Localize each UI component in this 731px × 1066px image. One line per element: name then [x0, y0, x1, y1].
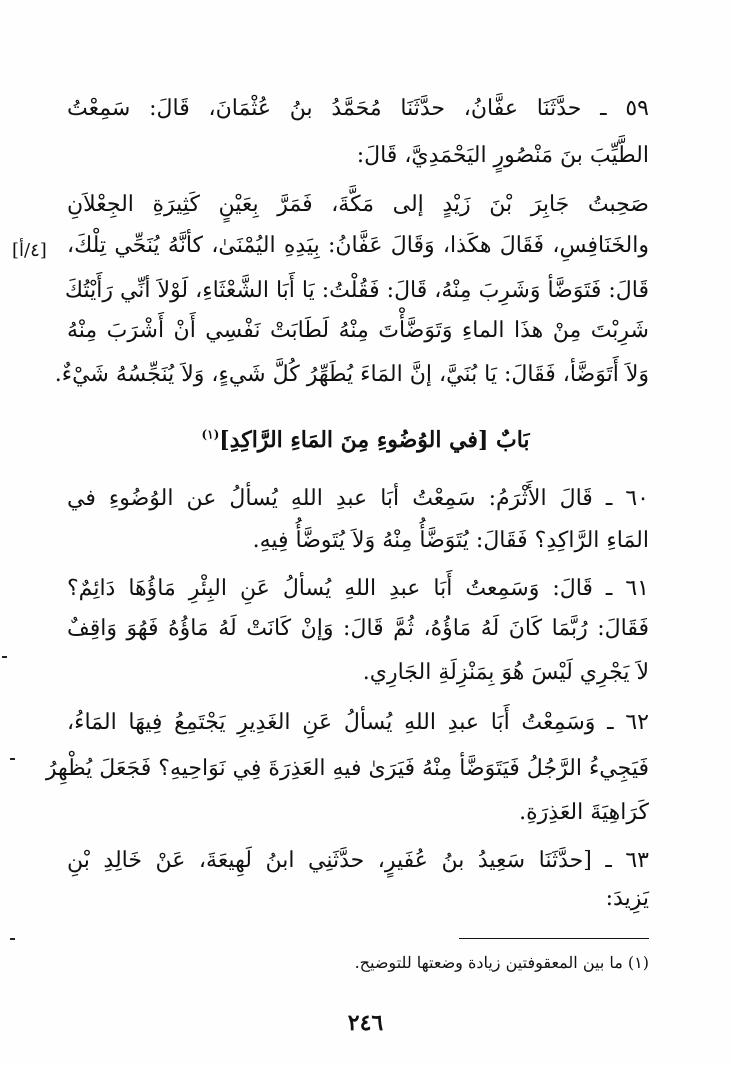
hadith-59-line-2: الطَّيِّبَ بنَ مَنْصُورٍ اليَحْمَدِيَّ، قَالَ: [356, 143, 649, 168]
chapter-heading [0, 427, 731, 453]
hadith-59-line-3: صَحِبتُ جَابِرَ بْنَ زَيْدٍ إلى مَكَّةَ، فَمَرَّ بِعَيْنٍ كَثِيرَةِ الجِعْلاَنِ [67, 192, 649, 217]
scan-mark [10, 758, 15, 760]
hadith-59-line-7: وَلاَ أَتَوَضَّأ، فَقَالَ: يَا بُنَيَّ، إنَّ المَاءَ يُطَهِّرُ كُلَّ شَيءٍ، وَلاَ يُنَجِّسُهُ شَيْءٌ. [54, 362, 649, 387]
hadith-60-line-2: المَاءِ الرَّاكِدِ؟ فَقَالَ: يُتَوَضَّأُ مِنْهُ وَلاَ يُتَوضَّأُ فِيهِ. [252, 528, 649, 553]
hadith-62-line-3: كَرَاهِيَةَ العَذِرَةِ. [519, 800, 649, 825]
hadith-61-line-3: لاَ يَجْرِي لَيْسَ هُوَ بِمَنْزِلَةِ الجَارِي. [362, 660, 649, 685]
hadith-59-line-6: شَرِبْتَ مِنْ هذَا الماءِ وَتَوَضَّأْتَ مِنْهُ لَطَابَتْ نَفْسِي أَنْ أَشْرَبَ مِنْهُ [67, 318, 649, 343]
hadith-63-line-2: يَزِيدَ: [605, 886, 649, 911]
scan-mark [10, 938, 15, 940]
hadith-62-line-2: فَيَجِيءُ الرَّجُلُ فَيَتَوَضَّأ مِنْهُ فَيَرَىٰ فيهِ العَذِرَةَ فِي نَوَاحِيهِ؟ فَجَعَلَ يُظْهِرُ [45, 756, 649, 781]
hadith-61-line-1: ٦١ ـ قَالَ: وَسَمِعتُ أَبَا عبدِ اللهِ يُسألُ عَنِ البِئْرِ مَاؤُهَا دَائِمٌ؟ [67, 576, 649, 601]
hadith-59-line-4: والخَنَافِسِ، فَقَالَ هكَذا، وَقَالَ عَفَّانُ: بِيَدِهِ اليُمْنَىٰ، كأنَّهُ يُنَحِّي تِلْكَ، [67, 233, 649, 258]
chapter-heading-text: بَابٌ [في الوُضُوءِ مِنَ المَاءِ الرَّاكِدِ] [219, 427, 530, 453]
footnote-marker: (١) [201, 427, 220, 442]
page-number: ٢٤٦ [347, 1010, 384, 1036]
hadith-61-line-2: فَقَالَ: رُبَّمَا كَانَ لَهُ مَاؤُهُ، ثُمَّ قَالَ: وَإنْ كَانَتْ لَهُ مَاؤُهُ فَهُوَ وَاقِفٌ [67, 616, 649, 641]
hadith-63-line-1: ٦٣ ـ [حدَّثَنَا سَعِيدُ بنُ عُفَيرٍ، حدَّثَنِي ابنُ لَهِيعَةَ، عَنْ خَالِدِ بْنِ [67, 848, 649, 873]
footnote-separator [459, 938, 649, 939]
footnote: (١) ما بين المعقوفتين زيادة وضعتها للتوضيح. [354, 953, 649, 972]
hadith-59-line-5: قَالَ: فَتَوَضَّأ وَشَرِبَ مِنْهُ، قَالَ: فَقُلْتُ: يَا أَبَا الشَّعْثَاءِ، لَوْلاَ أنِّي رَأَيْتُكَ [64, 278, 649, 303]
hadith-59-line-1: ٥٩ ـ حدَّثَنَا عفَّانُ، حدَّثَنَا مُحَمَّدُ بنُ عُثْمَانَ، قَالَ: سَمِعْتُ [67, 96, 649, 121]
hadith-60-line-1: ٦٠ ـ قَالَ الأَثْرَمُ: سَمِعْتُ أبَا عبدِ اللهِ يُسألُ عن الوُضُوءِ في [67, 486, 649, 511]
hadith-62-line-1: ٦٢ ـ وَسَمِعْتُ أَبَا عبدِ اللهِ يُسألُ عَنِ الغَدِيرِ يَجْتَمِعُ فِيهَا المَاءُ، [67, 710, 649, 735]
margin-folio-reference: [٤/أ] [12, 240, 47, 261]
scan-mark [2, 656, 7, 658]
